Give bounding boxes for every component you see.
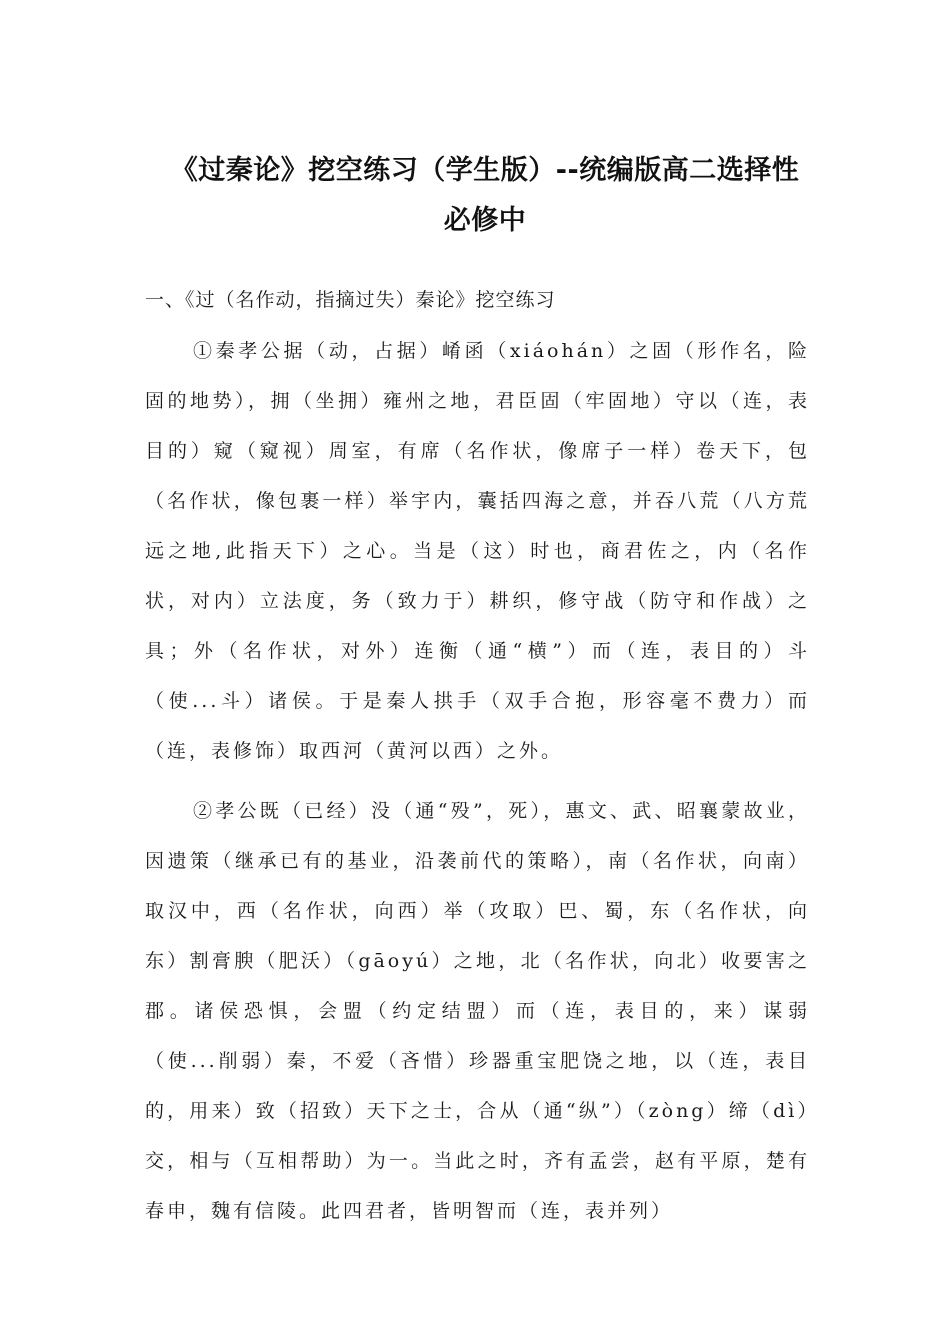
paragraph-2: ②孝公既（已经）没（通“殁”，死），惠文、武、昭襄蒙故业，因遗策（继承已有的基业，沿袭前代的策略），南（名作状，向南）取汉中，西（名作状，向西）举（攻取）巴、蜀，东（名作状，向东）割膏腴（肥沃）（gāoyú）之地，北（名作状，向北）收要害之郡。诸侯恐惧，会盟（约定结盟）而（连，表目的，来）谋弱（使...削弱）秦，不爱（吝惜）珍器重宝肥饶之地，以（连，表目的，用来）致（招致）天下之士，合从（通“纵”）（zòng）缔（dì）交，相与（互相帮助）为一。当此之时，齐有孟尝，赵有平原，楚有春申，魏有信陵。此四君者，皆明智而（连，表并列） <box>145 800 810 1222</box>
exercise-section <box>145 280 810 1236</box>
section-heading: 一、《过（名作动，指摘过失）秦论》挖空练习 <box>145 289 556 311</box>
document-title <box>145 146 825 246</box>
paragraph-1: ①秦孝公据（动，占据）崤函（xiáohán）之固（形作名，险固的地势），拥（坐拥）雍州之地，君臣固（牢固地）守以（连，表目的）窥（窥视）周室，有席（名作状，像席子一样）卷天下，包（名作状，像包裹一样）举宇内，囊括四海之意，并吞八荒（八方荒远之地,此指天下）之心。当是（这）时也，商君佐之，内（名作状，对内）立法度，务（致力于）耕织，修守战（防守和作战）之具；外（名作状，对外）连衡（通“横”）而（连，表目的）斗（使...斗）诸侯。于是秦人拱手（双手合抱，形容毫不费力）而（连，表修饰）取西河（黄河以西）之外。 <box>145 340 810 762</box>
title-line-1: 《过秦论》挖空练习（学生版）--统编版高二选择性 <box>170 155 800 187</box>
title-line-2: 必修中 <box>443 205 527 237</box>
